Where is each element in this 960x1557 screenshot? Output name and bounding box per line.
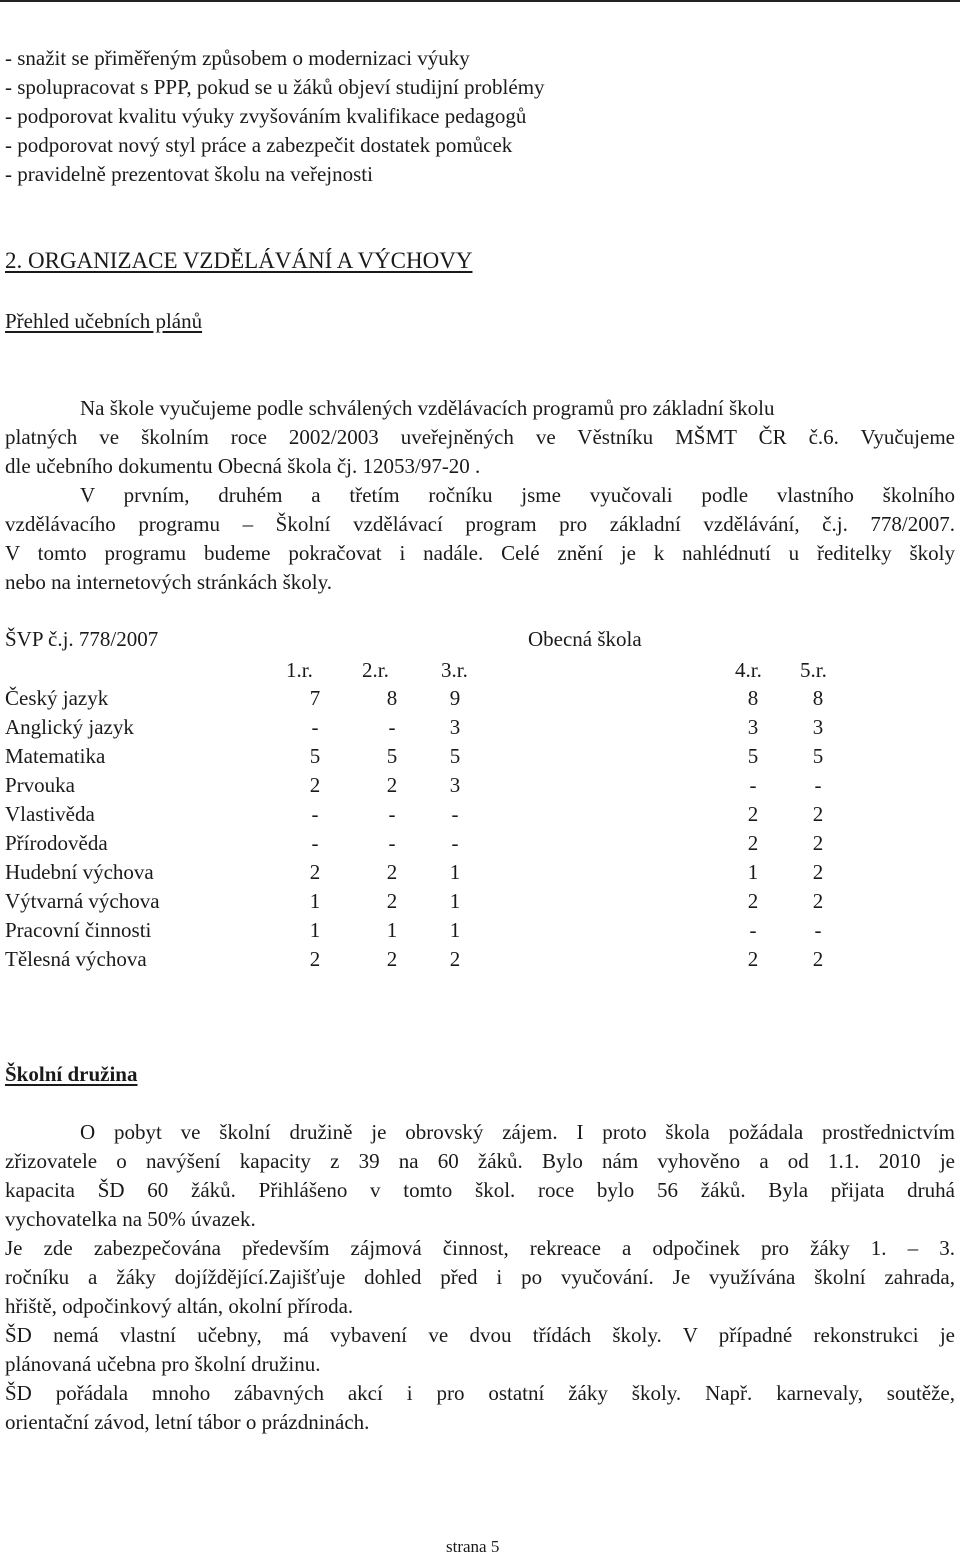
hours-cell: 2 [747, 831, 759, 855]
hours-cell: 5 [449, 744, 461, 768]
hours-cell: 1 [449, 889, 461, 913]
svp-label: ŠVP č.j. 778/2007 [5, 627, 159, 651]
subject-name: Přírodověda [5, 831, 108, 855]
paragraph-line: vychovatelka na 50% úvazek. [5, 1207, 256, 1231]
hours-cell: 5 [747, 744, 759, 768]
hours-cell: 2 [812, 860, 824, 884]
hours-cell: 2 [386, 860, 398, 884]
hours-cell: - [749, 773, 757, 797]
paragraph-line: V tomto programu budeme pokračovat i nadále. Celé znění je k nahlédnutí u ředitelky školy [5, 541, 955, 565]
paragraph-line: ŠD pořádala mnoho zábavných akcí i pro ostatní žáky školy. Např. karnevaly, soutěže, [5, 1381, 955, 1405]
hours-cell: 2 [309, 947, 321, 971]
hours-cell: 3 [747, 715, 759, 739]
page-number: strana 5 [446, 1537, 500, 1556]
hours-cell: 2 [747, 947, 759, 971]
paragraph-line: orientační závod, letní tábor o prázdninách. [5, 1410, 370, 1434]
paragraph-druzina-capacity [5, 1118, 955, 1234]
hours-cell: - [311, 802, 319, 826]
paragraph-druzina-rooms [5, 1321, 955, 1379]
hours-cell: - [311, 715, 319, 739]
hours-cell: 2 [449, 947, 461, 971]
subject-name: Hudební výchova [5, 860, 154, 884]
hours-cell: 8 [386, 686, 398, 710]
paragraph-line: V prvním, druhém a třetím ročníku jsme vyučovali podle vlastního školního [80, 483, 955, 507]
subject-name: Matematika [5, 744, 106, 768]
hours-cell: 9 [449, 686, 461, 710]
hours-cell: 2 [386, 947, 398, 971]
hours-cell: 3 [449, 715, 461, 739]
hours-cell: - [451, 831, 459, 855]
obecna-skola-label: Obecná škola [528, 627, 642, 651]
paragraph-druzina-activities [5, 1234, 955, 1321]
druzina-heading: Školní družina [5, 1062, 138, 1086]
intro-line: - podporovat kvalitu výuky zvyšováním kvalifikace pedagogů [5, 104, 527, 128]
hours-cell: 1 [449, 860, 461, 884]
paragraph-line: nebo na internetových stránkách školy. [5, 570, 332, 594]
section-heading: 2. ORGANIZACE VZDĚLÁVÁNÍ A VÝCHOVY [5, 248, 473, 273]
paragraph-druzina-events [5, 1379, 955, 1437]
intro-line: - snažit se přiměřeným způsobem o modernizaci výuky [5, 46, 470, 70]
subject-name: Prvouka [5, 773, 75, 797]
hours-cell: - [311, 831, 319, 855]
hours-cell: - [451, 802, 459, 826]
paragraph-line: vzdělávacího programu – Školní vzdělávací program pro základní vzdělávání, č.j. 778/2007. [5, 512, 955, 536]
hours-cell: 2 [747, 802, 759, 826]
paragraph-line: kapacita ŠD 60 žáků. Přihlášeno v tomto škol. roce bylo 56 žáků. Byla přijata druhá [5, 1178, 955, 1202]
hours-cell: 2 [812, 802, 824, 826]
intro-line: - podporovat nový styl práce a zabezpečit dostatek pomůcek [5, 133, 513, 157]
hours-cell: 5 [812, 744, 824, 768]
hours-cell: - [388, 802, 396, 826]
hours-cell: - [749, 918, 757, 942]
hours-cell: 1 [449, 918, 461, 942]
hours-cell: 1 [309, 918, 321, 942]
year-header: 3.r. [441, 658, 468, 682]
paragraph-line: dle učebního dokumentu Obecná škola čj. 12053/97-20 . [5, 454, 481, 478]
hours-cell: 2 [309, 773, 321, 797]
hours-cell: - [814, 918, 822, 942]
subject-name: Vlastivěda [5, 802, 95, 826]
hours-cell: 5 [309, 744, 321, 768]
paragraph-programs [5, 394, 955, 481]
hours-cell: 8 [812, 686, 824, 710]
hours-cell: 3 [812, 715, 824, 739]
hours-cell: 5 [386, 744, 398, 768]
year-header: 1.r. [286, 658, 313, 682]
subject-name: Výtvarná výchova [5, 889, 160, 913]
paragraph-line: Na škole vyučujeme podle schválených vzdělávacích programů pro základní školu [80, 396, 775, 420]
hours-cell: 7 [309, 686, 321, 710]
paragraph-line: ročníku a žáky dojíždějící.Zajišťuje dohled před i po vyučování. Je využívána školní zahrada, [5, 1265, 955, 1289]
paragraph-line: platných ve školním roce 2002/2003 uveřejněných ve Věstníku MŠMT ČR č.6. Vyučujeme [5, 425, 955, 449]
paragraph-line: ŠD nemá vlastní učebny, má vybavení ve dvou třídách školy. V případné rekonstrukci je [5, 1323, 955, 1347]
hours-cell: - [388, 715, 396, 739]
hours-cell: 2 [747, 889, 759, 913]
hours-cell: 2 [386, 889, 398, 913]
hours-cell: 8 [747, 686, 759, 710]
intro-line: - pravidelně prezentovat školu na veřejnosti [5, 162, 373, 186]
year-header: 5.r. [800, 658, 827, 682]
year-header: 4.r. [735, 658, 762, 682]
hours-cell: 3 [449, 773, 461, 797]
paragraph-line: hřiště, odpočinkový altán, okolní příroda. [5, 1294, 354, 1318]
year-header: 2.r. [362, 658, 389, 682]
paragraph-svp [5, 481, 955, 597]
subject-name: Český jazyk [5, 686, 109, 710]
subject-name: Pracovní činnosti [5, 918, 152, 942]
hours-cell: 2 [812, 889, 824, 913]
hours-cell: 1 [309, 889, 321, 913]
hours-cell: 2 [812, 831, 824, 855]
hours-cell: 2 [812, 947, 824, 971]
hours-cell: 1 [747, 860, 759, 884]
subject-name: Tělesná výchova [5, 947, 147, 971]
hours-cell: 2 [309, 860, 321, 884]
paragraph-line: plánovaná učebna pro školní družinu. [5, 1352, 321, 1376]
hours-cell: - [814, 773, 822, 797]
paragraph-line: O pobyt ve školní družině je obrovský zájem. I proto škola požádala prostřednictvím [80, 1120, 955, 1144]
paragraph-line: Je zde zabezpečována především zájmová činnost, rekreace a odpočinek pro žáky 1. – 3. [5, 1236, 955, 1260]
hours-cell: 2 [386, 773, 398, 797]
intro-line: - spolupracovat s PPP, pokud se u žáků objeví studijní problémy [5, 75, 545, 99]
top-border [0, 0, 960, 2]
hours-cell: 1 [386, 918, 398, 942]
paragraph-line: zřizovatele o navýšení kapacity z 39 na 60 žáků. Bylo nám vyhověno a od 1.1. 2010 je [5, 1149, 955, 1173]
section-subheading: Přehled učebních plánů [5, 309, 203, 333]
subject-name: Anglický jazyk [5, 715, 134, 739]
hours-cell: - [388, 831, 396, 855]
